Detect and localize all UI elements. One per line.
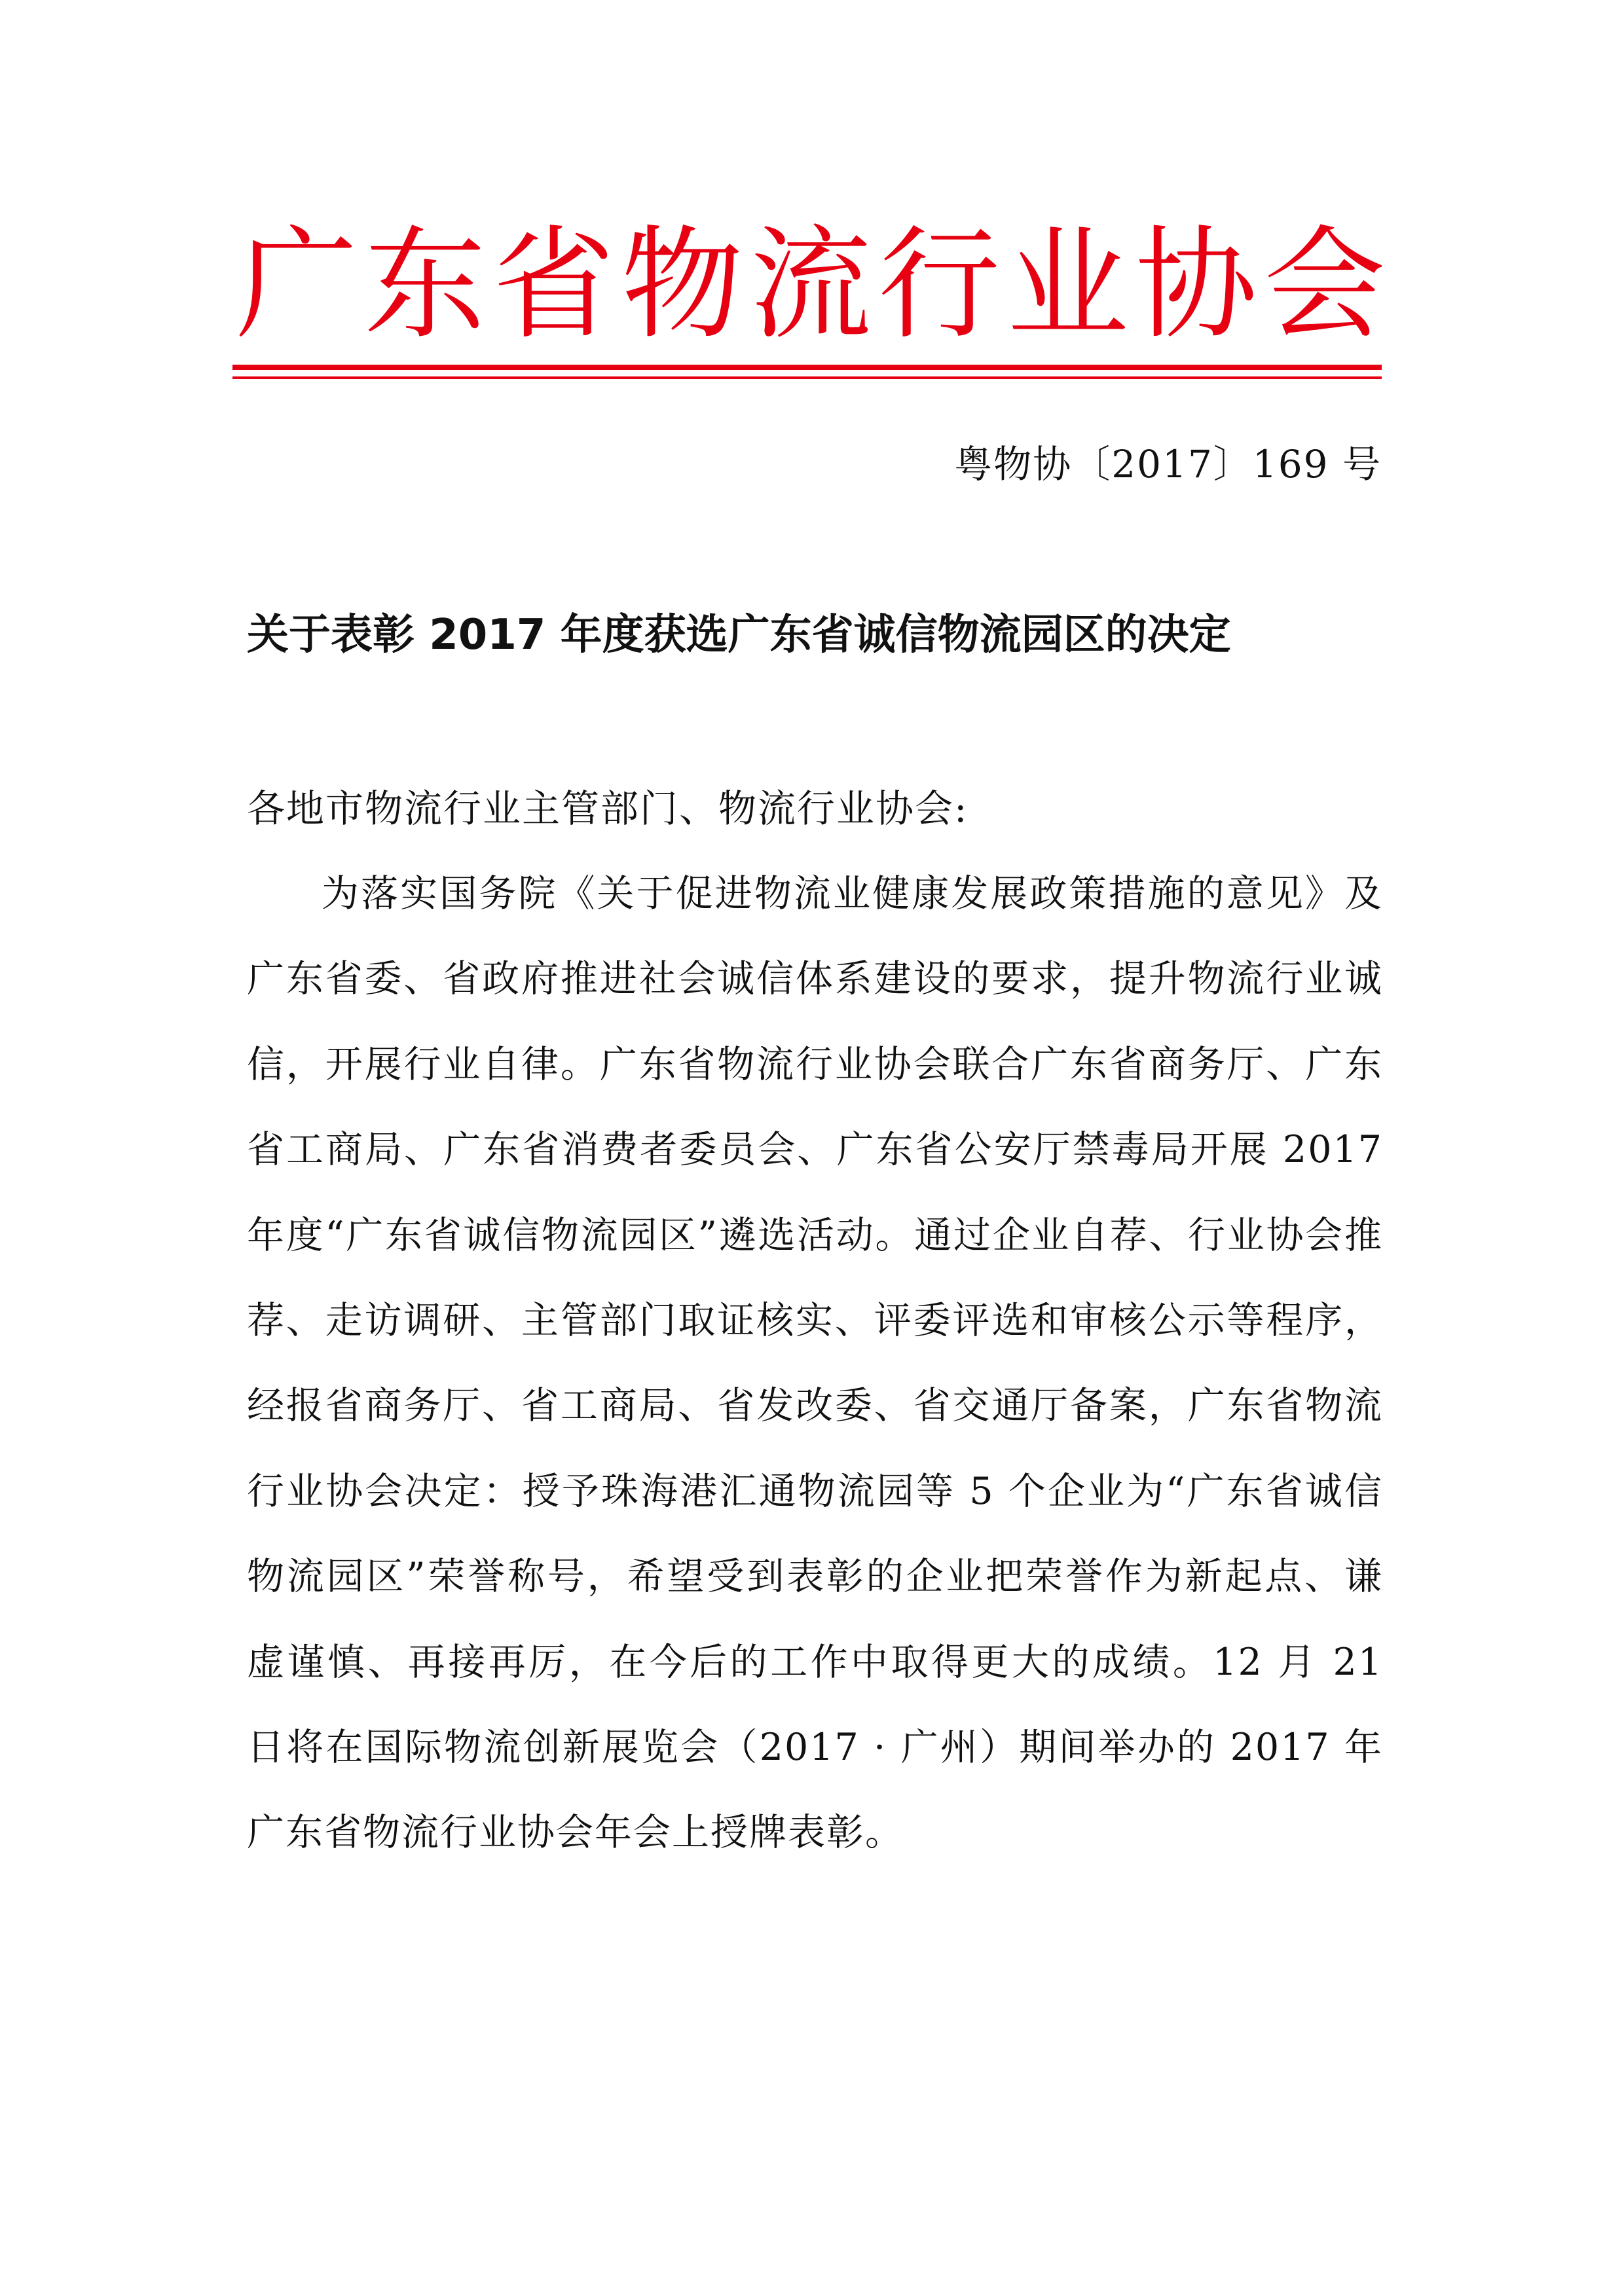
body-paragraph: 为落实国务院《关于促进物流业健康发展政策措施的意见》及广东省委、省政府推进社会诚信体系建设的要求，提升物流行业诚信，开展行业自律。广东省物流行业协会联合广东省商务厅、广东省工商局、广东省消费者委员会、广东省公安厅禁毒局开展 2017 年度“广东省诚信物流园区”遴选活动。通过企业自荐、行业协会推荐、走访调研、主管部门取证核实、评委评选和审核公示等程序，经报省商务厅、省工商局、省发改委、省交通厅备案，广东省物流行业协会决定：授予珠海港汇通物流园等 5 个企业为“广东省诚信物流园区”荣誉称号，希望受到表彰的企业把荣誉作为新起点、谦虚谨慎、再接再厉，在今后的工作中取得更大的成绩。12 月 21 日将在国际物流创新展览会（2017 · 广州）期间举办的 2017 年广东省物流行业协会年会上授牌表彰。 xyxy=(247,872,1383,1855)
document-number: 粤物协〔2017〕169 号 xyxy=(954,442,1382,486)
masthead-title: 广东省物流行业协会 xyxy=(236,213,1388,355)
document-title: 关于表彰 2017 年度获选广东省诚信物流园区的决定 xyxy=(247,611,1231,659)
salutation: 各地市物流行业主管部门、物流行业协会: xyxy=(247,786,969,831)
masthead-divider-thick xyxy=(232,365,1382,370)
masthead-divider-thin xyxy=(232,376,1382,379)
